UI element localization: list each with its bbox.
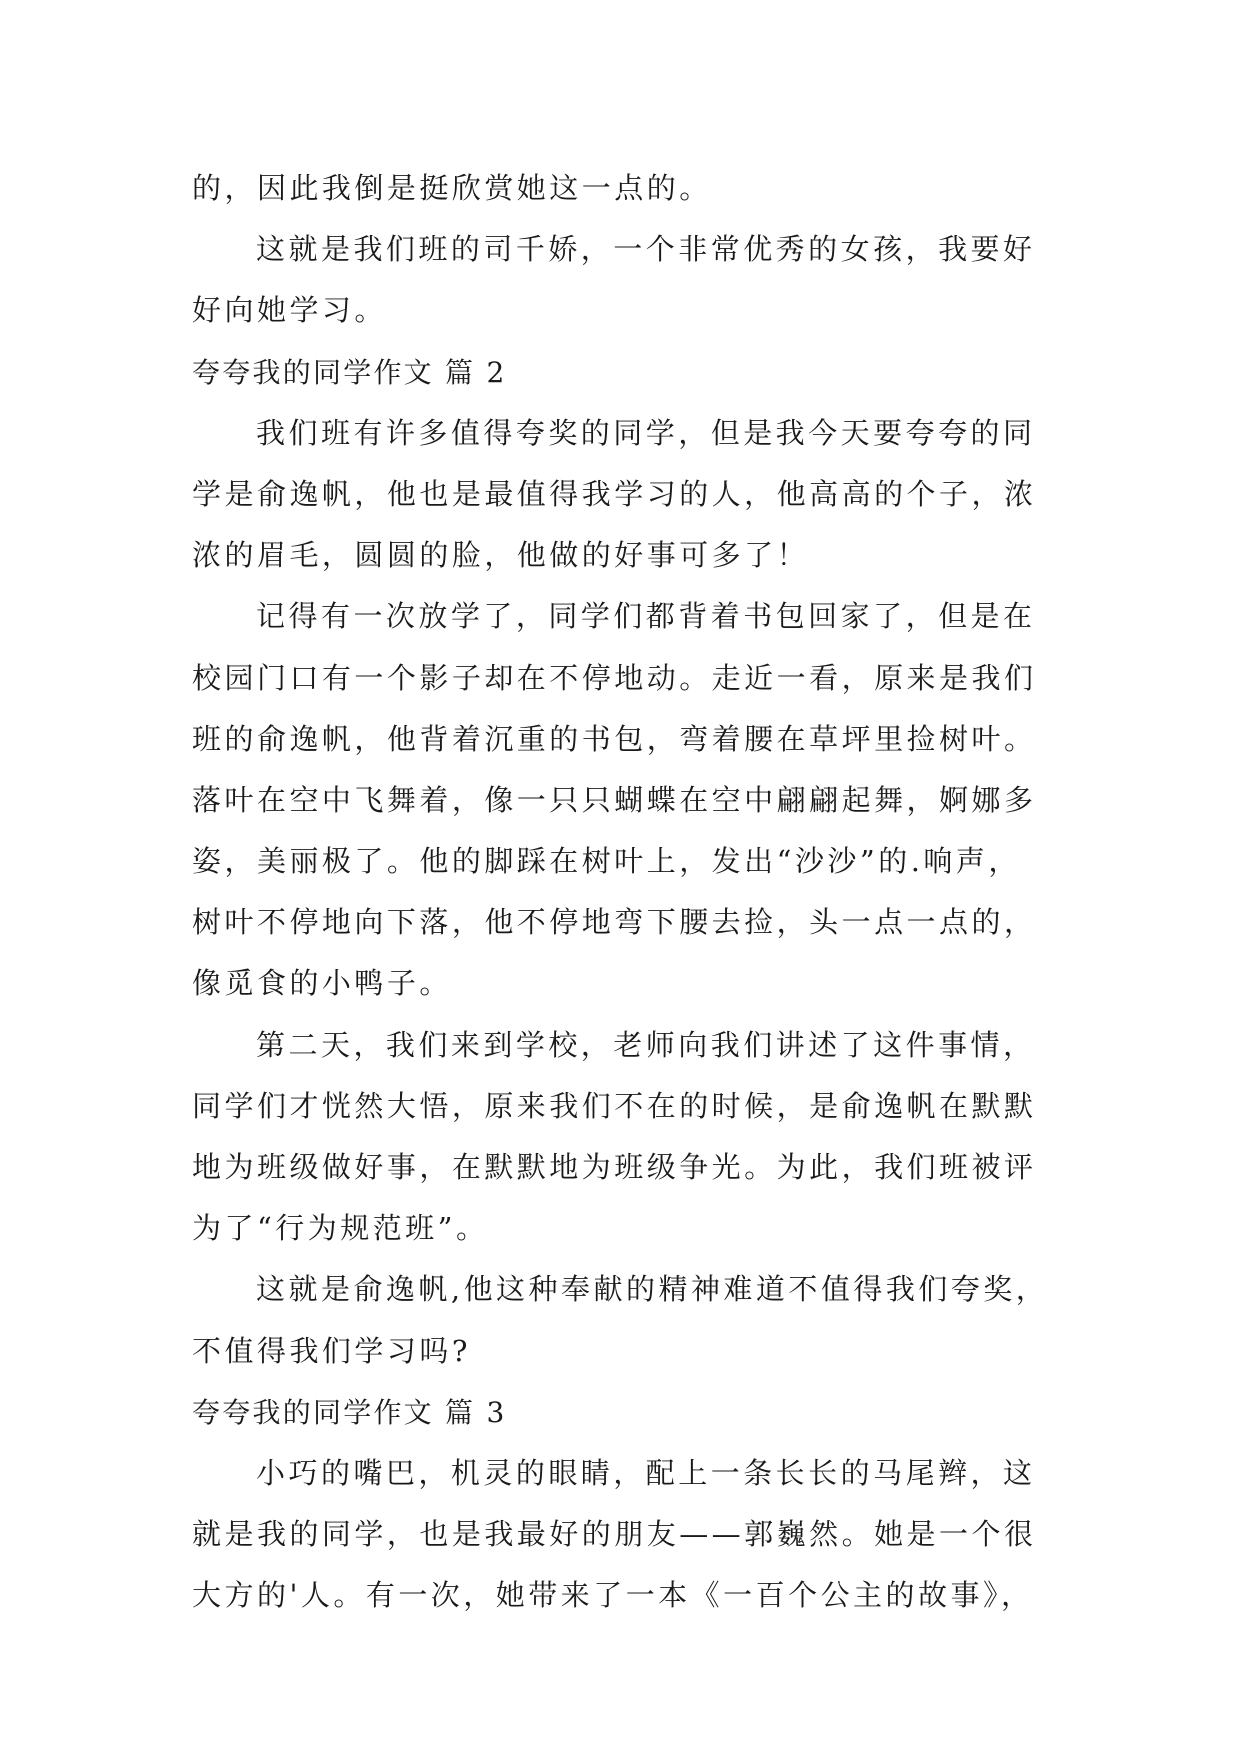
section-heading: 夸夸我的同学作文 篇 3	[192, 1395, 507, 1429]
body-line: 第二天，我们来到学校，老师向我们讲述了这件事情，	[256, 1027, 1036, 1062]
body-line: 的，因此我倒是挺欣赏她这一点的。	[192, 171, 712, 205]
body-line: 姿，美丽极了。他的脚踩在树叶上，发出“沙沙”的.响声，	[192, 844, 1021, 879]
body-line: 好向她学习。	[192, 293, 387, 328]
body-line: 像觅食的小鸭子。	[192, 966, 452, 1001]
body-line: 这就是俞逸帆,他这种奉献的精神难道不值得我们夸奖，	[256, 1272, 1049, 1307]
body-line: 学是俞逸帆，他也是最值得我学习的人，他高高的个子，浓	[192, 476, 1037, 511]
document-page	[192, 158, 1052, 1627]
body-line: 落叶在空中飞舞着，像一只只蝴蝶在空中翩翩起舞，婀娜多	[192, 782, 1037, 817]
body-line: 小巧的嘴巴，机灵的眼睛，配上一条长长的马尾辫，这	[256, 1455, 1036, 1490]
body-line: 同学们才恍然大悟，原来我们不在的时候，是俞逸帆在默默	[192, 1088, 1037, 1123]
body-line: 地为班级做好事，在默默地为班级争光。为此，我们班被评	[192, 1150, 1037, 1184]
body-line: 大方的'人。有一次，她带来了一本《一百个公主的故事》，	[192, 1578, 1034, 1613]
body-line: 为了“行为规范班”。	[192, 1211, 489, 1246]
body-line: 校园门口有一个影子却在不停地动。走近一看，原来是我们	[192, 660, 1037, 695]
body-line: 记得有一次放学了，同学们都背着书包回家了，但是在	[256, 599, 1036, 634]
body-line: 树叶不停地向下落，他不停地弯下腰去捡，头一点一点的，	[192, 905, 1037, 940]
body-line: 不值得我们学习吗?	[192, 1333, 471, 1368]
body-line: 班的俞逸帆，他背着沉重的书包，弯着腰在草坪里捡树叶。	[192, 721, 1037, 756]
body-line: 就是我的同学，也是我最好的朋友——郭巍然。她是一个很	[192, 1517, 1037, 1552]
section-heading: 夸夸我的同学作文 篇 2	[192, 355, 507, 389]
body-line: 我们班有许多值得夸奖的同学，但是我今天要夸夸的同	[256, 415, 1036, 450]
body-line: 浓的眉毛，圆圆的脸，他做的好事可多了！	[192, 538, 810, 573]
body-line: 这就是我们班的司千娇，一个非常优秀的女孩，我要好	[256, 232, 1036, 267]
